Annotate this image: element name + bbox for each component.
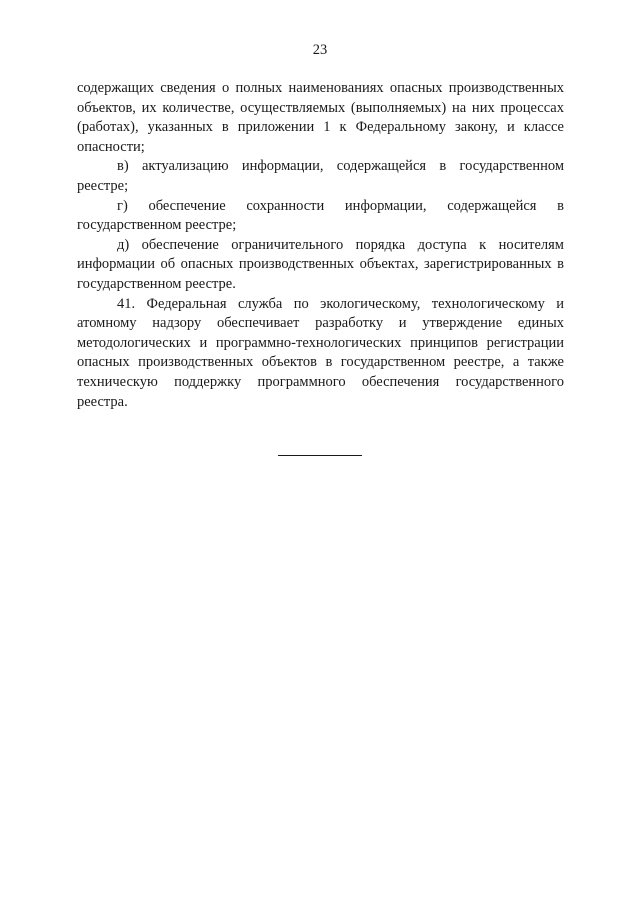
paragraph-clause-41: 41. Федеральная служба по экологическому, технологическому и атомному надзору обеспечивает разработку и утверждение единых методологических и программно-технологических принципов регистрации опасных производственных объектов в государственном реестре, а также техническую поддержку программного обеспечения государственного реестра.	[77, 295, 564, 410]
paragraph-item-g: г) обеспечение сохранности информации, содержащейся в государственном реестре;	[77, 197, 564, 234]
paragraph-item-d: д) обеспечение ограничительного порядка доступа к носителям информации об опасных производственных объектах, зарегистрированных в государственном реестре.	[77, 236, 564, 292]
paragraph-continuation: содержащих сведения о полных наименованиях опасных производственных объектов, их количестве, осуществляемых (выполняемых) на них процессах (работах), указанных в приложении 1 к Федеральному закону, и классе опасности;	[77, 80, 564, 155]
document-body	[77, 79, 564, 412]
paragraph-item-v: в) актуализацию информации, содержащейся в государственном реестре;	[77, 158, 564, 194]
page-number: 23	[312, 42, 328, 58]
end-of-document-rule	[278, 455, 362, 456]
